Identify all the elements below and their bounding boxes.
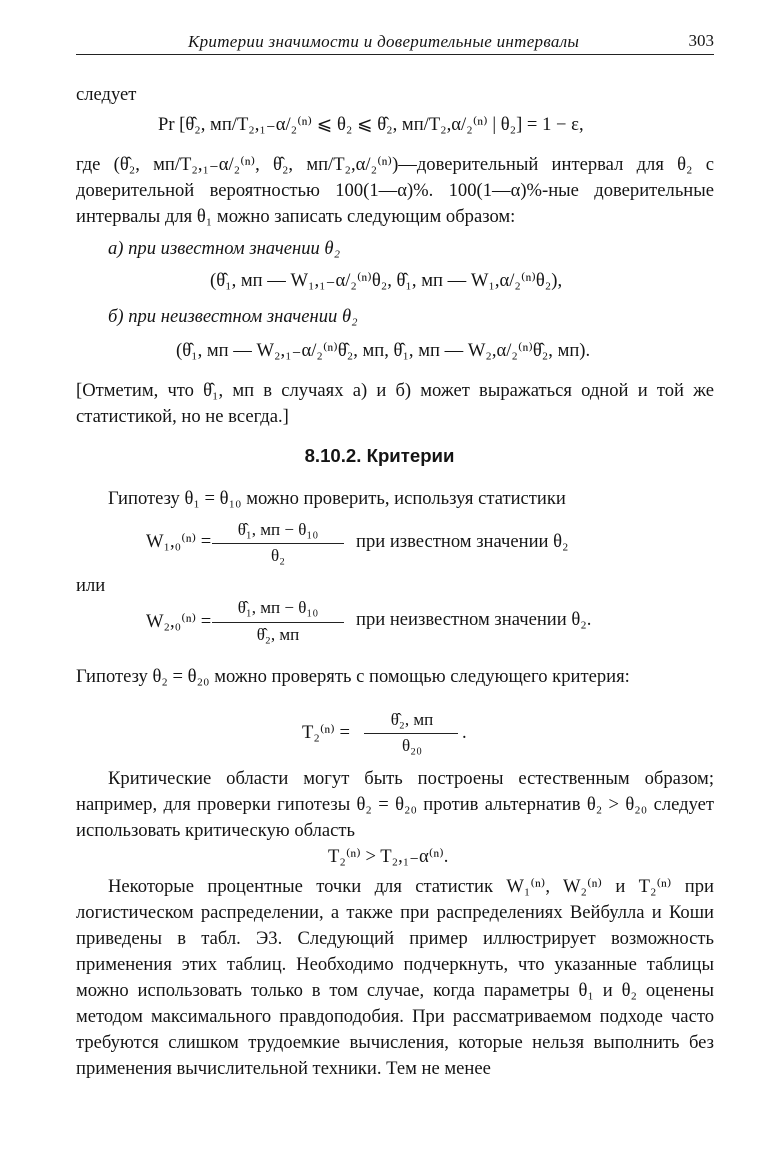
w2-numerator: θ̂₁, мп − θ₁₀ <box>237 598 319 617</box>
w1-denominator: θ₂ <box>270 546 286 565</box>
w1-fraction-line <box>212 543 344 544</box>
t2-fraction-line <box>364 733 458 734</box>
final-paragraph: Некоторые процентные точки для статистик W₁⁽ⁿ⁾, W₂⁽ⁿ⁾ и T₂⁽ⁿ⁾ при логистическом распределении, а также при распределениях Вейбулла и Коши приведены в табл. Э3. Следующий пример иллюстрирует возможность применения этих таблиц. Необходимо подчеркнуть, что указанные таблицы можно использовать только в том случае, когда параметры θ₁ и θ₂ оценены методом максимального правдоподобия. При рассматриваемом подходе часто требуются слишком трудоемкие вычисления, которые нельзя выполнить без применения вычислительной техники. Тем не менее <box>76 876 714 1079</box>
w1-condition: при известном значении θ₂ <box>356 531 569 552</box>
formula-critical-region: T₂⁽ⁿ⁾ > T₂,₁₋α⁽ⁿ⁾. <box>328 846 449 867</box>
note-paragraph: [Отметим, что θ̂₁, мп в случаях а) и б) может выражаться одной и той же статистикой, но не всегда.] <box>76 380 714 427</box>
running-header-title: Критерии значимости и доверительные интервалы <box>188 32 580 51</box>
case-b-heading: б) при неизвестном значении θ₂ <box>108 306 358 327</box>
t2-denominator: θ₂₀ <box>402 736 422 755</box>
w1-lhs: W₁,₀⁽ⁿ⁾ = <box>146 531 212 552</box>
paragraph-confidence-interval: где (θ̂₂, мп/T₂,₁₋α/₂⁽ⁿ⁾, θ̂₂, мп/T₂,α/₂⁽ⁿ⁾)—доверительный интервал для θ₂ с доверительной вероятностью 100(1—α)%. 100(1—α)%-ные доверительные интервалы для θ₁ можно записать следующим образом: <box>76 154 714 227</box>
formula-case-b: (θ̂₁, мп — W₂,₁₋α/₂⁽ⁿ⁾θ̂₂, мп, θ̂₁, мп — W₂,α/₂⁽ⁿ⁾θ̂₂, мп). <box>176 340 591 361</box>
text-ili: или <box>76 575 106 596</box>
page-number: 303 <box>688 31 714 50</box>
formula-confidence-theta2: Pr [θ̂₂, мп/T₂,₁₋α/₂⁽ⁿ⁾ ⩽ θ₂ ⩽ θ̂₂, мп/T₂,α/₂⁽ⁿ⁾ | θ₂] = 1 − ε, <box>158 114 584 135</box>
formula-case-a: (θ̂₁, мп — W₁,₁₋α/₂⁽ⁿ⁾θ₂, θ̂₁, мп — W₁,α/₂⁽ⁿ⁾θ₂), <box>210 270 563 291</box>
hypothesis-2-text: Гипотезу θ₂ = θ₂₀ можно проверять с помощью следующего критерия: <box>76 666 630 687</box>
w2-fraction-line <box>212 622 344 623</box>
t2-period: . <box>462 722 467 743</box>
t2-numerator: θ̂₂, мп <box>390 710 434 729</box>
t2-lhs: T₂⁽ⁿ⁾ = <box>302 722 350 743</box>
w2-denominator: θ̂₂, мп <box>256 625 300 644</box>
hypothesis-1-text: Гипотезу θ₁ = θ₁₀ можно проверить, используя статистики <box>108 488 566 509</box>
w2-lhs: W₂,₀⁽ⁿ⁾ = <box>146 611 212 632</box>
w1-numerator: θ̂₁, мп − θ₁₀ <box>237 520 319 539</box>
critical-region-paragraph: Критические области могут быть построены естественным образом; например, для проверки гипотезы θ₂ = θ₂₀ против альтернатив θ₂ > θ₂₀ следует использовать критическую область <box>76 768 714 841</box>
running-header <box>76 30 714 55</box>
case-a-heading: а) при известном значении θ₂ <box>108 238 341 259</box>
section-title: 8.10.2. Критерии <box>304 445 455 466</box>
w2-condition: при неизвестном значении θ₂. <box>356 609 592 630</box>
text-sleduet: следует <box>76 84 137 105</box>
